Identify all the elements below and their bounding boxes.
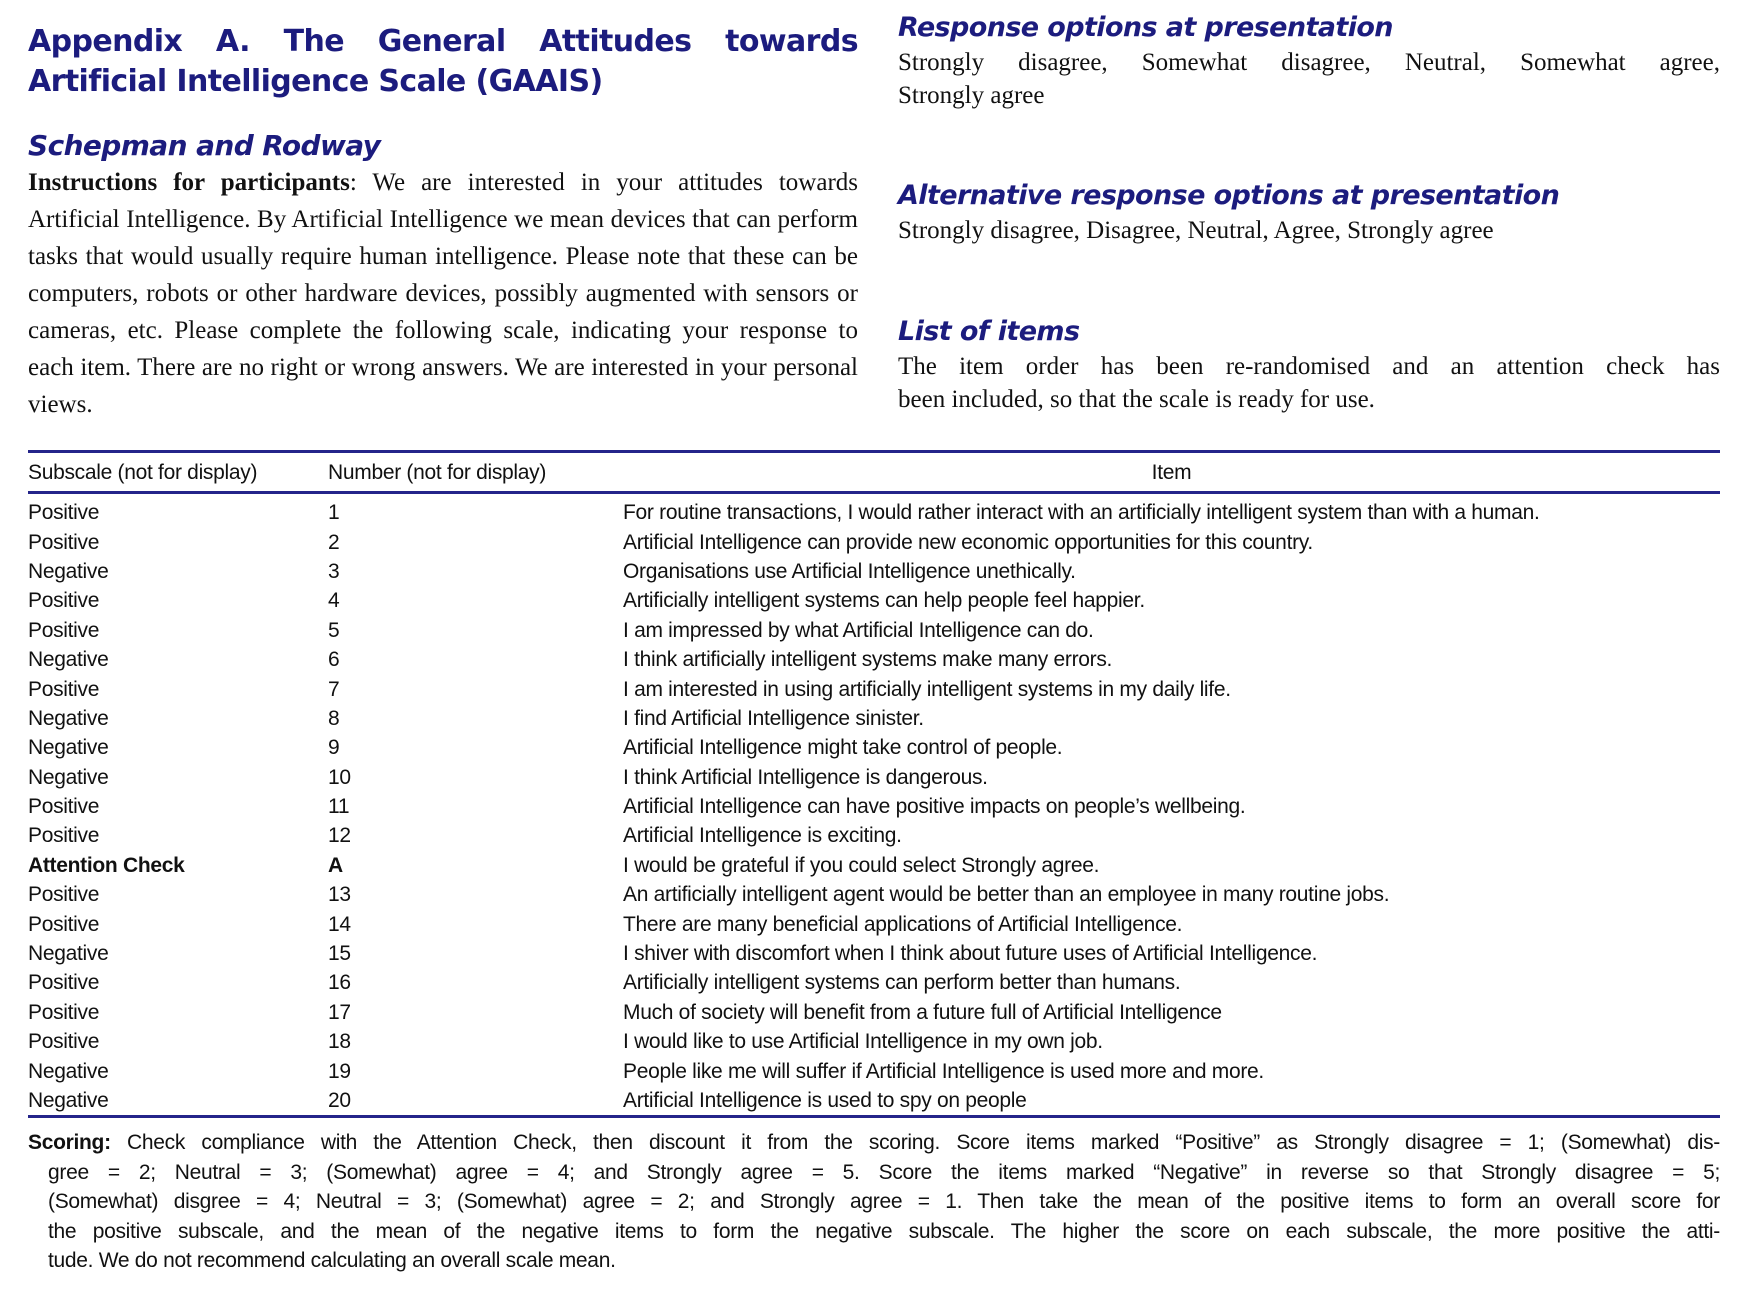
cell-item: Much of society will benefit from a future full of Artificial Intelligence [623, 1000, 1222, 1024]
scoring-text: gree = 2; Neutral = 3; (Somewhat) agree = 4; and Strongly agree = 5. Score the items marked “Negative” in reverse so that Strongly disagree = 5; [48, 1160, 1720, 1184]
cell-number: 4 [328, 589, 340, 613]
scoring-line [28, 1128, 1720, 1158]
cell-number: 10 [328, 765, 351, 789]
response-options-text [898, 46, 1720, 112]
table-row [28, 1027, 1720, 1056]
cell-subscale: Negative [28, 765, 109, 789]
scoring-text: (Somewhat) disgree = 4; Neutral = 3; (Somewhat) agree = 2; and Strongly agree = 1. Then take the mean of the positive items to form an overall score for [48, 1190, 1720, 1213]
table-row [28, 527, 1720, 556]
word: re-randomised [1225, 353, 1371, 380]
word: has [1100, 353, 1135, 380]
cell-number: 19 [328, 1059, 351, 1083]
table-row [28, 733, 1720, 762]
cell-number: 8 [328, 706, 340, 730]
instructions-label: Instructions for participants [28, 169, 350, 196]
cell-subscale: Negative [28, 942, 109, 966]
scoring-line [28, 1187, 1720, 1217]
cell-item: For routine transactions, I would rather interact with an artificially intelligent system than with a human. [623, 501, 1540, 525]
word: and [1392, 353, 1429, 380]
scoring-text: tude. We do not recommend calculating an overall scale mean. [48, 1249, 616, 1272]
cell-number: 13 [328, 883, 351, 907]
appendix-title-line2: Artificial Intelligence Scale (GAAIS) [28, 64, 603, 99]
cell-number: 9 [328, 736, 340, 760]
word: Strongly [898, 49, 985, 76]
cell-subscale: Negative [28, 736, 109, 760]
cell-number: 20 [328, 1086, 623, 1117]
cell-subscale: Positive [28, 795, 100, 819]
table-row [28, 998, 1720, 1027]
cell-subscale: Negative [28, 648, 109, 672]
cell-item: Artificially intelligent systems can perform better than humans. [623, 971, 1181, 995]
cell-item: I would like to use Artificial Intelligence in my own job. [623, 1030, 1103, 1054]
cell-subscale: Positive [28, 618, 100, 642]
scoring-line-text [28, 1128, 1720, 1158]
cell-item: I am interested in using artificially intelligent systems in my daily life. [623, 677, 1231, 701]
table-row [28, 792, 1720, 821]
response-options-line1 [898, 46, 1720, 79]
cell-item: Artificial Intelligence might take control of people. [623, 736, 1063, 760]
table-header-row [28, 452, 1720, 493]
cell-item: Artificial Intelligence is used to spy on people [623, 1086, 1720, 1117]
table-row [28, 674, 1720, 703]
cell-item: Organisations use Artificial Intelligence unethically. [623, 559, 1076, 583]
cell-item: I find Artificial Intelligence sinister. [623, 706, 924, 730]
cell-item: An artificially intelligent agent would be better than an employee in many routine jobs. [623, 883, 1390, 907]
cell-number: 17 [328, 1000, 351, 1024]
cell-subscale: Positive [28, 530, 100, 554]
cell-item: Artificial Intelligence can have positive impacts on people’s wellbeing. [623, 795, 1246, 819]
cell-subscale: Negative [28, 559, 109, 583]
response-options-heading: Response options at presentation [898, 12, 1393, 43]
cell-number: 14 [328, 912, 351, 936]
word: Somewhat [1520, 49, 1626, 76]
word: check [1606, 353, 1665, 380]
word: order [1025, 353, 1079, 380]
gaais-items-table [28, 450, 1720, 1118]
cell-number: 6 [328, 648, 340, 672]
cell-item: I think Artificial Intelligence is dangerous. [623, 765, 988, 789]
table-row [28, 909, 1720, 938]
cell-subscale: Attention Check [28, 853, 185, 877]
cell-subscale: Negative [28, 706, 109, 730]
scoring-line [28, 1217, 1720, 1247]
cell-number: 15 [328, 942, 351, 966]
cell-item: People like me will suffer if Artificial Intelligence is used more and more. [623, 1059, 1264, 1083]
cell-subscale: Positive [28, 1030, 100, 1054]
cell-number: 1 [328, 501, 340, 525]
header-number: Number (not for display) [328, 452, 623, 493]
alt-response-options-heading: Alternative response options at presentation [898, 180, 1560, 211]
table-row [28, 704, 1720, 733]
scoring-text: the positive subscale, and the mean of the negative items to form the negative subscale. The higher the score on each subscale, the more positive the atti- [48, 1219, 1720, 1243]
list-of-items-section [898, 314, 1720, 416]
table-row [28, 557, 1720, 586]
alt-response-options-text: Strongly disagree, Disagree, Neutral, Agree, Strongly agree [898, 217, 1494, 244]
cell-item: I think artificially intelligent systems make many errors. [623, 648, 1113, 672]
instructions-text: : We are interested in your attitudes towards Artificial Intelligence. By Artificial Intelligence we mean devices that can perform tasks that would usually require human intelligence. Please note that these can be computers, robots or other hardware devices, possibly augmented with sensors or cameras, etc. Please complete the following scale, indicating your response to each item. There are no right or wrong answers. We are interested in your personal views. [28, 169, 858, 418]
title-word: towards [725, 24, 858, 59]
scoring-line [28, 1246, 1720, 1276]
word: Neutral, [1404, 49, 1487, 76]
scoring-note [28, 1128, 1720, 1276]
cell-number: 12 [328, 824, 351, 848]
title-word: A. [215, 24, 250, 59]
cell-subscale: Negative [28, 1059, 109, 1083]
table-row [28, 821, 1720, 850]
appendix-title-line1 [28, 22, 858, 62]
table-row [28, 645, 1720, 674]
table-row [28, 616, 1720, 645]
appendix-title [28, 22, 858, 102]
table-row [28, 763, 1720, 792]
word: item [959, 353, 1004, 380]
list-of-items-line1 [898, 350, 1720, 383]
cell-subscale: Positive [28, 824, 100, 848]
cell-subscale: Positive [28, 589, 100, 613]
word: an [1450, 353, 1475, 380]
table-row [28, 493, 1720, 528]
cell-item: I am impressed by what Artificial Intelligence can do. [623, 618, 1094, 642]
word: attention [1496, 353, 1584, 380]
word: Somewhat [1141, 49, 1248, 76]
cell-number: 5 [328, 618, 340, 642]
word: disagree, [1281, 49, 1371, 76]
cell-number: A [328, 853, 343, 877]
response-options-section [898, 10, 1720, 112]
cell-subscale: Positive [28, 1000, 100, 1024]
word: has [1686, 353, 1720, 380]
cell-item: I would be grateful if you could select Strongly agree. [623, 853, 1100, 877]
table-row [28, 1086, 1720, 1117]
title-word: Appendix [28, 24, 183, 59]
table-row-attention-check [28, 851, 1720, 880]
response-options-line2: Strongly agree [898, 82, 1045, 109]
list-of-items-line2: been included, so that the scale is ready for use. [898, 386, 1375, 413]
cell-item: Artificially intelligent systems can help people feel happier. [623, 589, 1145, 613]
table-row [28, 939, 1720, 968]
cell-number: 2 [328, 530, 340, 554]
cell-number: 16 [328, 971, 351, 995]
scoring-line [28, 1158, 1720, 1188]
cell-subscale: Positive [28, 677, 100, 701]
header-item: Item [623, 452, 1720, 493]
list-of-items-heading: List of items [898, 316, 1080, 347]
cell-item: There are many beneficial applications of Artificial Intelligence. [623, 912, 1183, 936]
authors-heading: Schepman and Rodway [28, 129, 381, 162]
cell-number: 7 [328, 677, 340, 701]
title-word: General [377, 24, 506, 59]
word: agree, [1659, 49, 1720, 76]
word: disagree, [1018, 49, 1108, 76]
cell-item: Artificial Intelligence is exciting. [623, 824, 902, 848]
cell-number: 11 [328, 795, 350, 819]
word: been [1156, 353, 1204, 380]
cell-subscale: Positive [28, 971, 100, 995]
left-column [28, 22, 858, 423]
cell-subscale: Positive [28, 501, 100, 525]
table-row [28, 1056, 1720, 1085]
title-word: Attitudes [539, 24, 692, 59]
table-body [28, 493, 1720, 1117]
instructions-paragraph [28, 164, 858, 423]
cell-subscale: Positive [28, 912, 100, 936]
list-of-items-text [898, 350, 1720, 416]
cell-number: 3 [328, 559, 340, 583]
table-row [28, 968, 1720, 997]
title-word: The [283, 24, 344, 59]
table-row [28, 586, 1720, 615]
scoring-label: Scoring: [28, 1131, 111, 1154]
alt-response-options-section [898, 178, 1720, 247]
header-subscale: Subscale (not for display) [28, 452, 328, 493]
table-row [28, 880, 1720, 909]
scoring-text: Check compliance with the Attention Check, then discount it from the scoring. Score items marked “Positive” as Strongly disagree = 1; (Somewhat) dis- [110, 1131, 1720, 1154]
cell-item: Artificial Intelligence can provide new economic opportunities for this country. [623, 530, 1313, 554]
cell-item: I shiver with discomfort when I think about future uses of Artificial Intelligence. [623, 942, 1318, 966]
cell-subscale: Negative [28, 1086, 328, 1117]
cell-subscale: Positive [28, 883, 100, 907]
word: The [898, 353, 937, 380]
cell-number: 18 [328, 1030, 351, 1054]
